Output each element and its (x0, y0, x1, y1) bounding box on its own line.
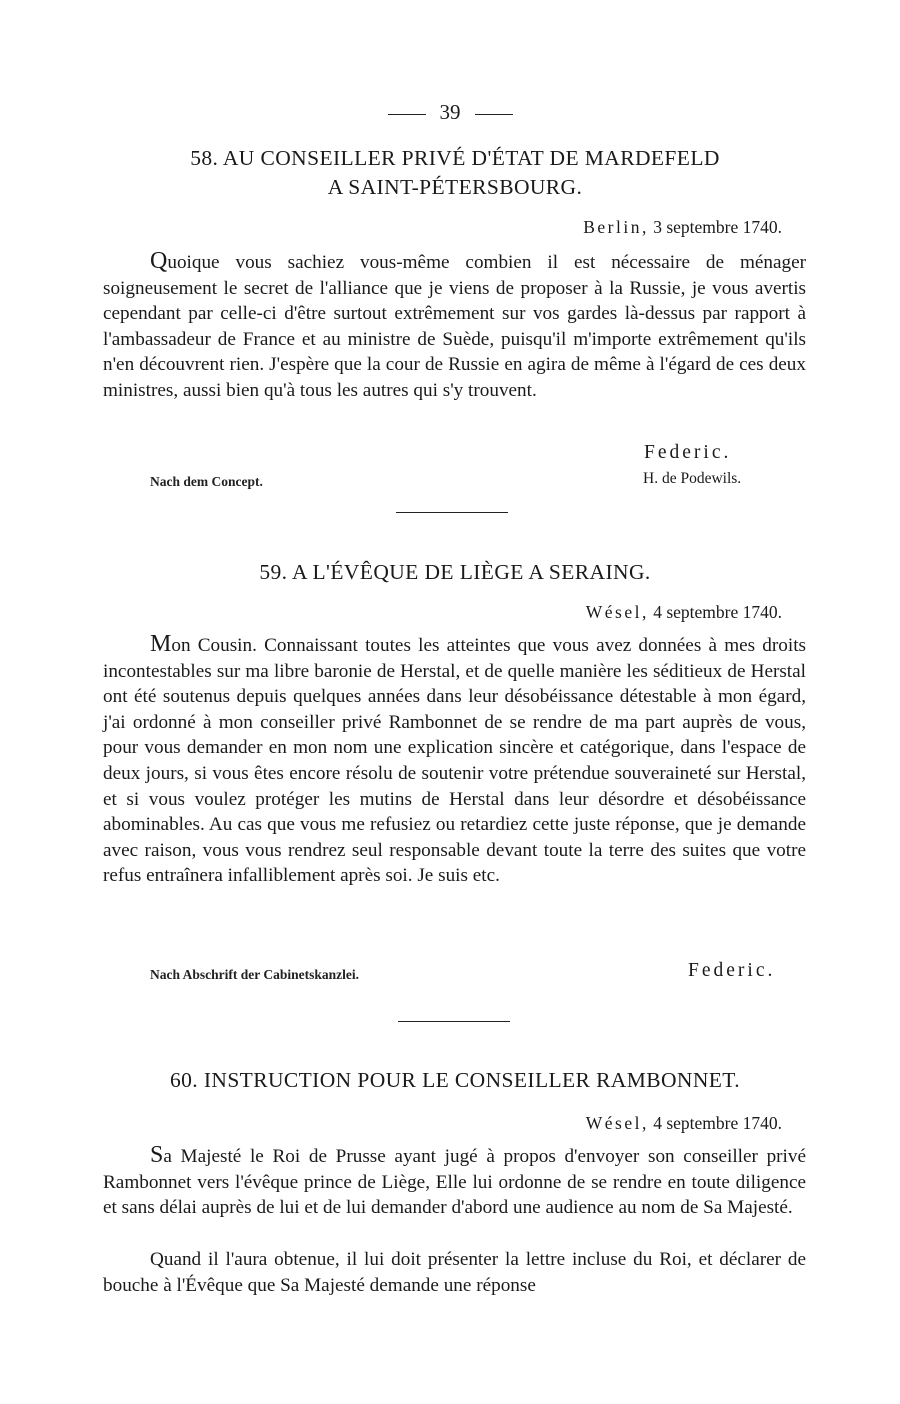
letter-58-initial: Q (150, 248, 168, 274)
letter-60-paragraph-2: Quand il l'aura obtenue, il lui doit présenter la lettre incluse du Roi, et déclarer de bouche à l'Évêque que Sa Majesté demande une réponse (103, 1249, 806, 1296)
letter-59-place: Wésel, (585, 602, 649, 622)
letter-60-initial: S (150, 1142, 164, 1168)
letter-60-place: Wésel, (585, 1113, 649, 1133)
section-divider-2 (398, 1021, 510, 1022)
letter-59-source: Nach Abschrift der Cabinetskanzlei. (150, 967, 360, 982)
letter-59-text: on Cousin. Connaissant toutes les atteintes que vous avez données à mes droits incontestables sur ma libre baronie de Herstal, et de quelle manière les séditieux de Herstal ont été soutenus depuis quelques années dans leur désobéissance détestable à mon égard, j'ai ordonné à mon conseiller privé Rambonnet de se rendre de ma part auprès de vous, pour vous demander en mon nom une explication sincère et catégorique, dans l'espace de deux jours, si vous êtes encore résolu de soutenir votre prétendue souveraineté sur Herstal, et si vous voulez protéger les mutins de Herstal dans leur désordre et désobéissance abominables. Au cas que vous me refusiez ou retardiez cette juste réponse, que je demande avec raison, vous vous rendrez seul responsable devant toute la terre des suites que votre refus entraînera infalliblement après soi. Je suis etc. (103, 635, 806, 887)
letter-58-source: Nach dem Concept. (150, 474, 263, 489)
letter-58-body (103, 249, 806, 404)
letter-59-heading: 59. A L'ÉVÊQUE DE LIÈGE A SERAING. (259, 560, 651, 584)
letter-59-date: 4 septembre 1740. (648, 602, 782, 622)
letter-58-place: Berlin, (583, 217, 649, 237)
letter-59-initial: M (150, 631, 172, 657)
letter-58-countersign: H. de Podewils. (643, 470, 742, 487)
letter-59-signature: Federic. (688, 960, 776, 981)
letter-60-date: 4 septembre 1740. (648, 1113, 782, 1133)
letter-58-signature: Federic. (644, 442, 732, 463)
letter-58-heading-line1: 58. AU CONSEILLER PRIVÉ D'ÉTAT DE MARDEFELD (190, 146, 720, 170)
letter-58-heading-line2: A SAINT-PÉTERSBOURG. (327, 175, 583, 199)
section-divider-1 (396, 512, 508, 513)
folio-dash-left (388, 114, 426, 115)
letter-59-body (103, 632, 806, 889)
letter-60-dateline (586, 1113, 782, 1134)
letter-59-dateline (586, 602, 782, 623)
letter-58-dateline (583, 217, 782, 238)
letter-60-text-1: a Majesté le Roi de Prusse ayant jugé à propos d'envoyer son conseiller privé Rambonnet vers l'évêque prince de Liège, Elle lui ordonne de se rendre en toute diligence et sans délai auprès de lui et de lui demander d'abord une audience au nom de Sa Majesté. (103, 1146, 806, 1219)
folio-dash-right (475, 114, 513, 115)
letter-60-paragraph-1 (103, 1143, 806, 1221)
letter-60-heading: 60. INSTRUCTION POUR LE CONSEILLER RAMBONNET. (169, 1068, 741, 1092)
page-number-text: 39 (439, 100, 461, 124)
letter-58-text: uoique vous sachiez vous-même combien il est nécessaire de ménager soigneusement le secret de l'alliance que je viens de proposer à la Russie, je vous avertis cependant par celle-ci d'être surtout extrêmement sur vos gardes là-dessus par rapport à l'ambassadeur de France et au ministre de Suède, puisqu'il m'importe extrêmement qu'ils n'en découvrent rien. J'espère que la cour de Russie en agira de même à l'égard de ces deux ministres, aussi bien qu'à tous les autres qui s'y trouvent. (103, 252, 806, 401)
letter-58-date: 3 septembre 1740. (648, 217, 782, 237)
page-number (0, 100, 900, 125)
